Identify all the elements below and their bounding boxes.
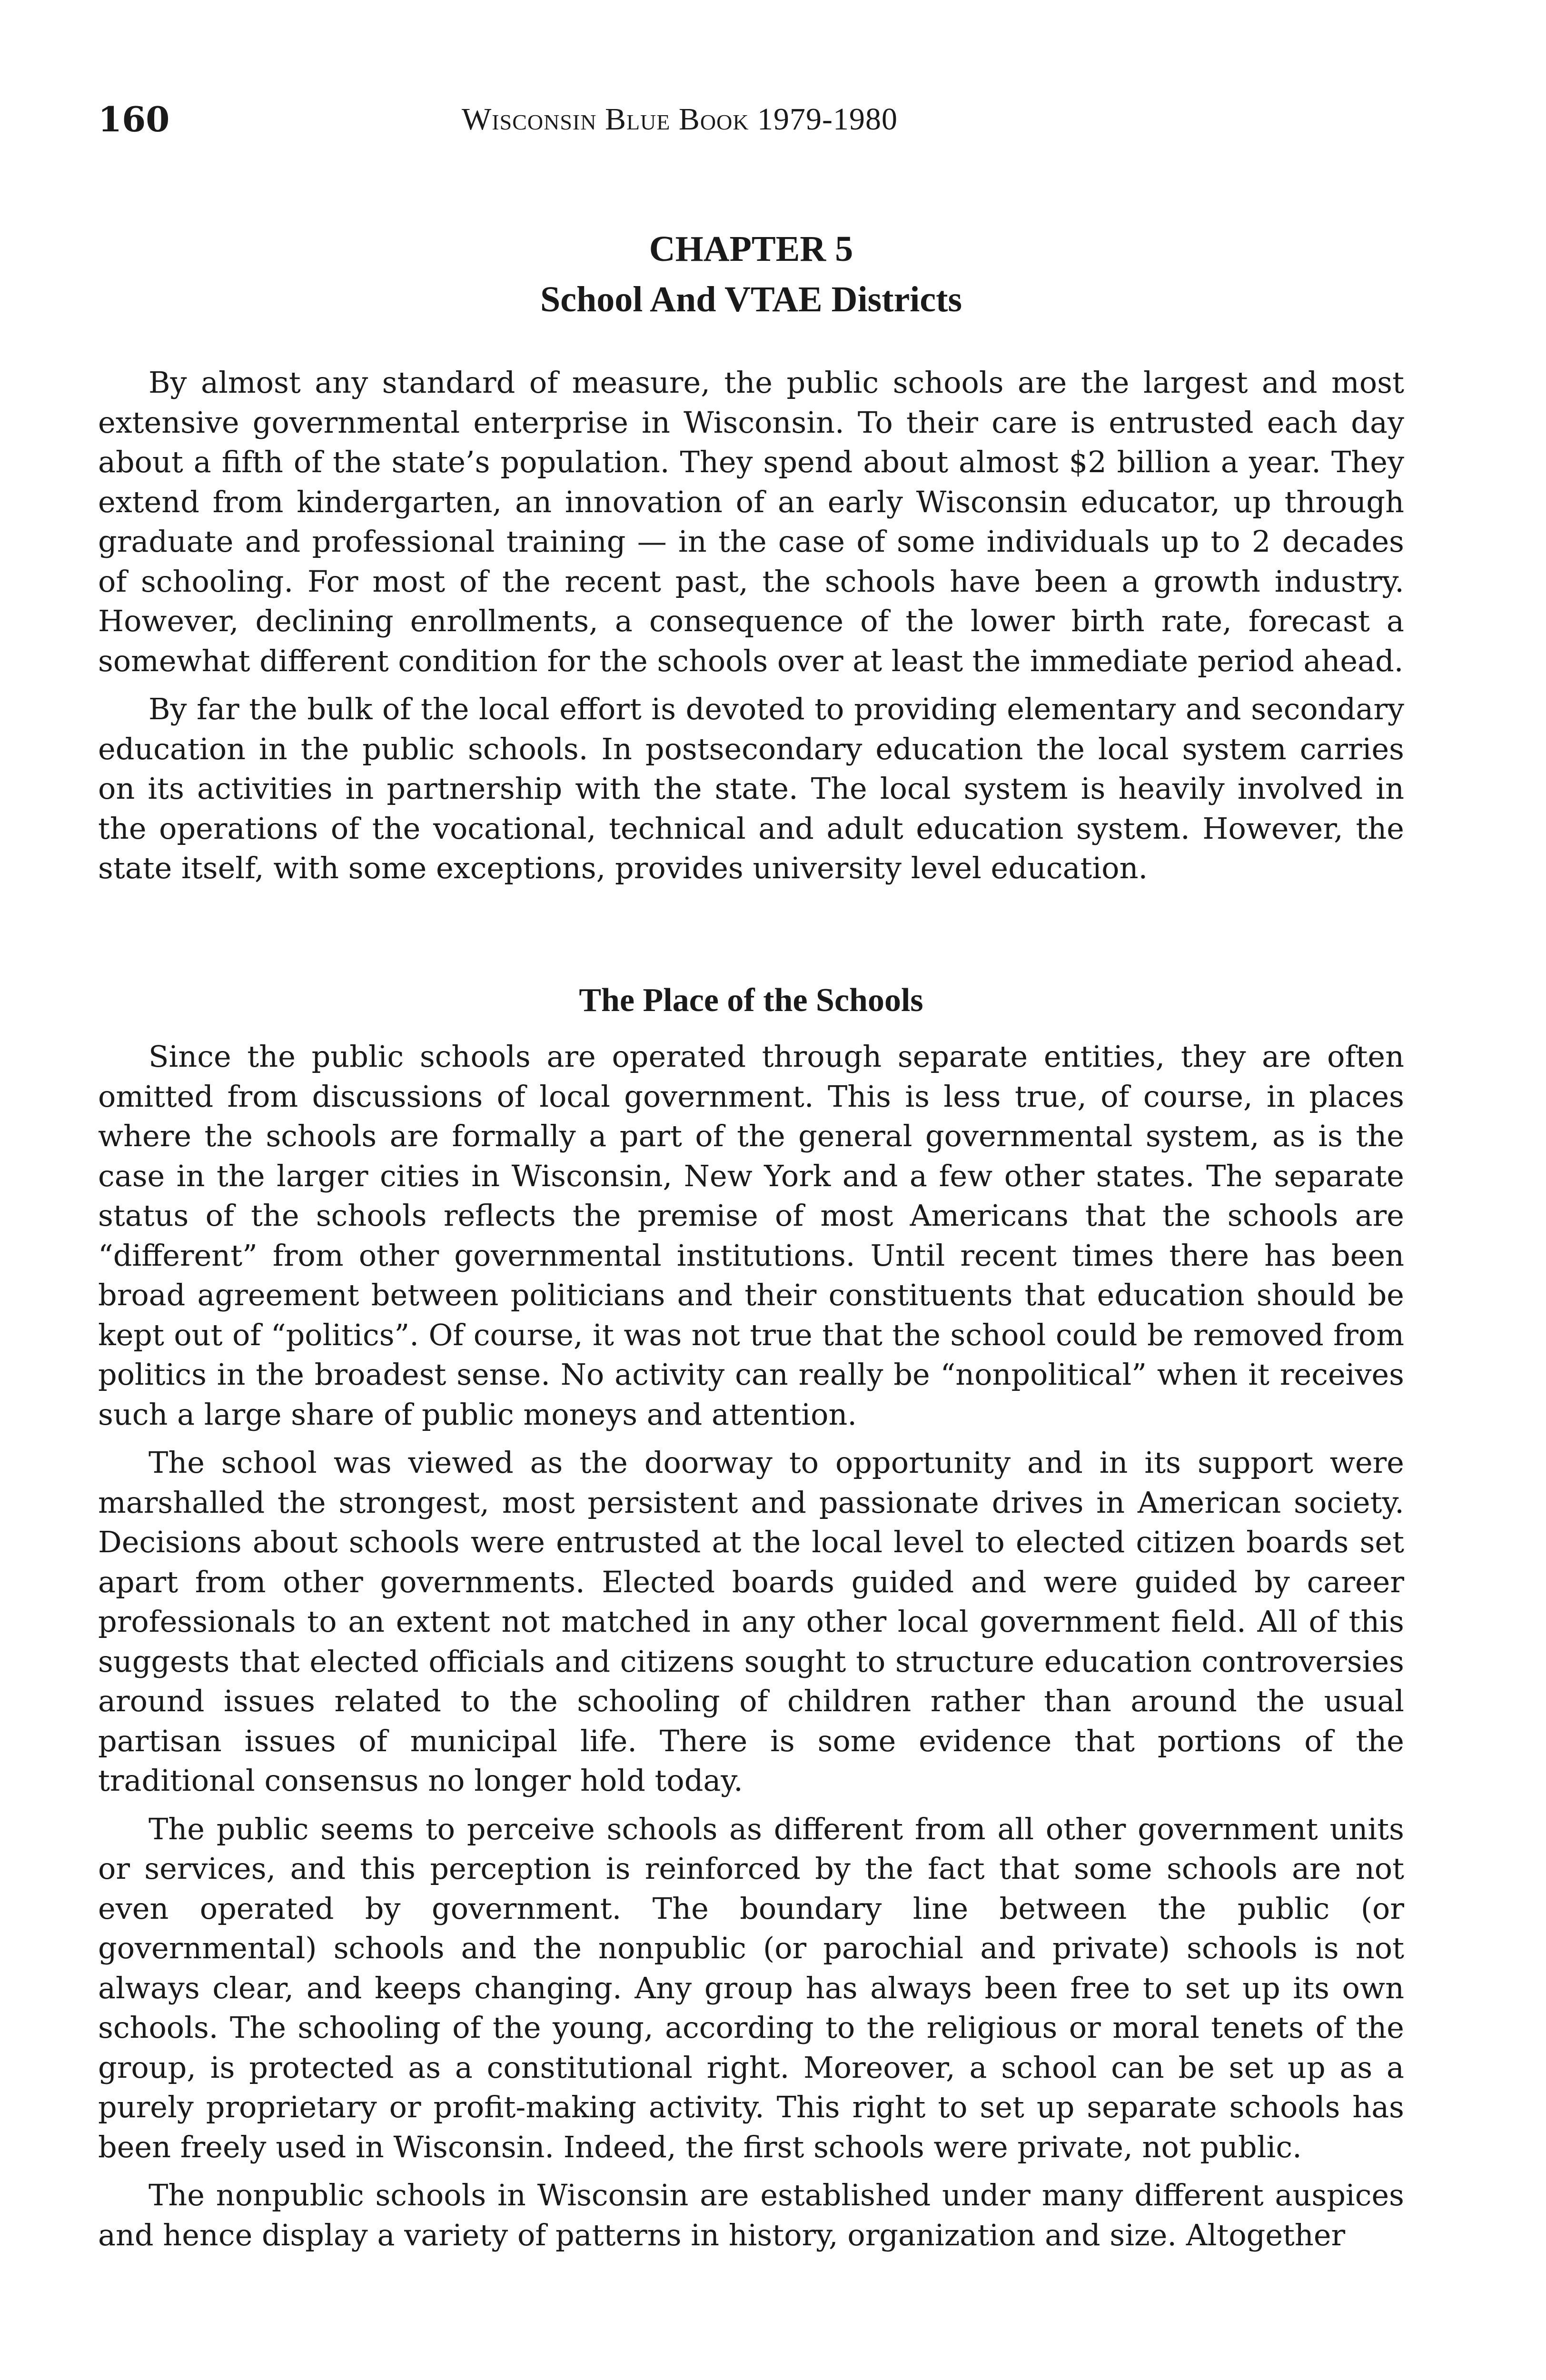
chapter-title: School And VTAE Districts xyxy=(540,279,962,319)
paragraph: The nonpublic schools in Wisconsin are established under many different auspices and hence display a variety of patterns in history, organization and size. Altogether xyxy=(98,2178,1404,2252)
page-header xyxy=(98,93,1404,146)
paragraph: Since the public schools are operated through separate entities, they are often omitted from discussions of local government. This is less true, of course, in places where the schools are formally a part of the general governmental system, as is the case in the larger cities in Wisconsin, New York and a few other states. The separate status of the schools reflects the premise of most Americans that the schools are “different” from other governmental institutions. Until recent times there has been broad agreement between politicians and their constituents that education should be kept out of “politics”. Of course, it was not true that the school could be removed from politics in the broadest sense. No activity can really be “nonpolitical” when it receives such a large share of public moneys and attention. xyxy=(98,1039,1404,1432)
section-text xyxy=(98,1037,1404,2263)
chapter-number: CHAPTER 5 xyxy=(649,229,853,269)
paragraph: By almost any standard of measure, the public schools are the largest and most extensive governmental enterprise in Wisconsin. To their care is entrusted each day about a fifth of the state’s population. They spend about almost $2 billion a year. They extend from kindergarten, an innovation of an early Wisconsin educator, up through graduate and professional training — in the case of some individuals up to 2 decades of schooling. For most of the recent past, the schools have been a growth industry. However, declining enrollments, a consequence of the lower birth rate, forecast a somewhat different condition for the schools over at least the immediate period ahead. xyxy=(98,365,1404,678)
chapter-heading xyxy=(98,224,1404,325)
page-number: 160 xyxy=(98,99,170,139)
running-title: Wisconsin Blue Book 1979-1980 xyxy=(462,102,898,137)
intro-text xyxy=(98,363,1404,897)
paragraph: The public seems to perceive schools as different from all other government units or services, and this perception is reinforced by the fact that some schools are not even operated by government. The boundary line between the public (or governmental) schools and the nonpublic (or parochial and private) schools is not always clear, and keeps changing. Any group has always been free to set up its own schools. The schooling of the young, according to the religious or moral tenets of the group, is protected as a constitutional right. Moreover, a school can be set up as a purely proprietary or profit-making activity. This right to set up separate schools has been freely used in Wisconsin. Indeed, the first schools were private, not public. xyxy=(98,1811,1404,2164)
section-heading: The Place of the Schools xyxy=(579,982,923,1019)
paragraph: By far the bulk of the local effort is devoted to providing elementary and secondary education in the public schools. In postsecondary education the local system carries on its activities in partnership with the state. The local system is heavily involved in the operations of the vocational, technical and adult education system. However, the state itself, with some exceptions, provides university level education. xyxy=(98,692,1404,885)
paragraph: The school was viewed as the doorway to opportunity and in its support were marshalled the strongest, most persistent and passionate drives in American society. Decisions about schools were entrusted at the local level to elected citizen boards set apart from other governments. Elected boards guided and were guided by career professionals to an extent not matched in any other local government field. All of this suggests that elected officials and citizens sought to structure education controversies around issues related to the schooling of children rather than around the usual partisan issues of municipal life. There is some evidence that portions of the traditional consensus no longer hold today. xyxy=(98,1445,1404,1798)
